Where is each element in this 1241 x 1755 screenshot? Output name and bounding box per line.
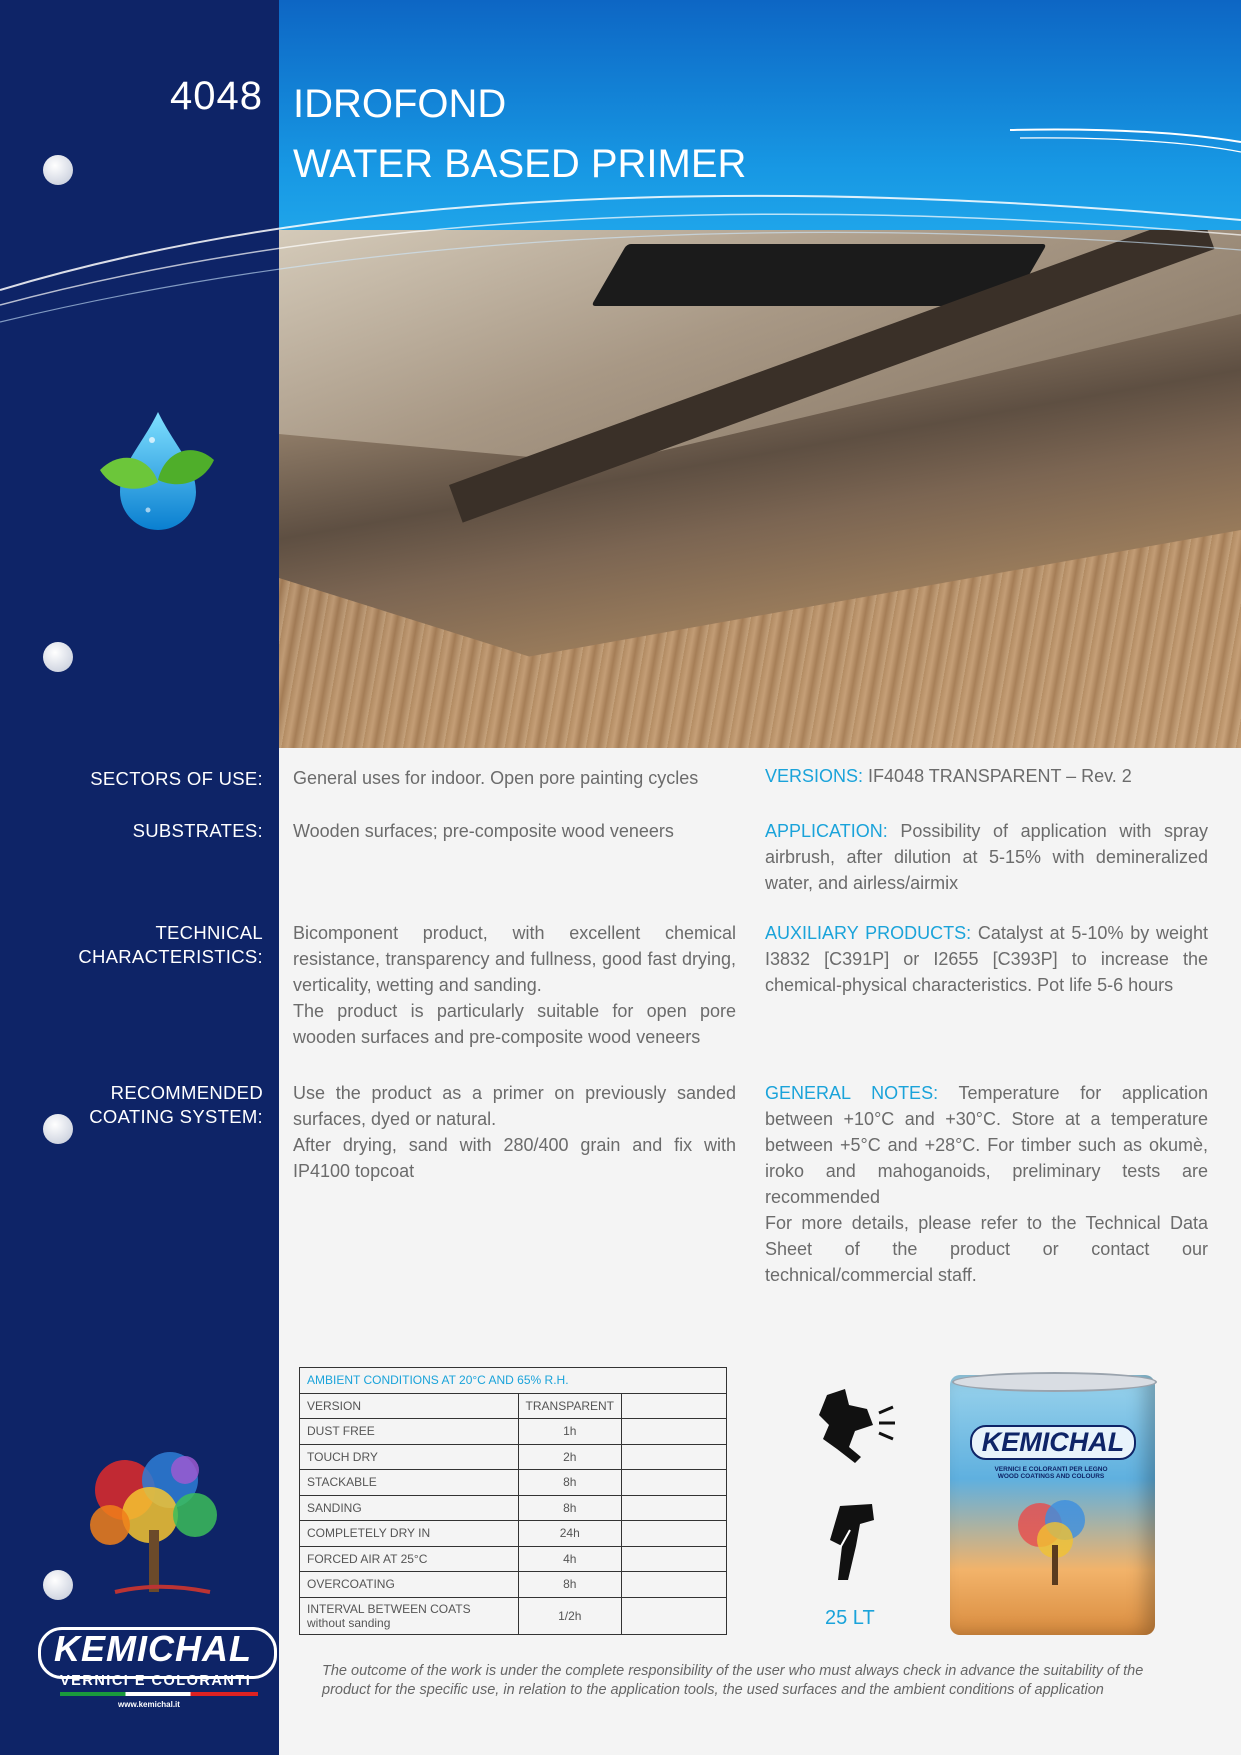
header-transparent: TRANSPARENT (518, 1393, 621, 1419)
table-row (300, 1521, 727, 1547)
water-drop-leaf-icon (92, 410, 222, 535)
can-brand: KEMICHAL (970, 1425, 1136, 1460)
italian-flag-stripe (60, 1692, 258, 1696)
coating-label-line2: COATING SYSTEM: (89, 1106, 263, 1127)
title-line1: IDROFOND (293, 82, 507, 126)
binder-dot (43, 1570, 73, 1600)
kemichal-url: www.kemichal.it (118, 1700, 180, 1709)
header-empty (622, 1393, 727, 1419)
row-label: TOUCH DRY (300, 1444, 519, 1470)
interval-label-line1: INTERVAL BETWEEN COATS (307, 1601, 471, 1616)
notes-value: Temperature for application between +10°C and +30°C. Store at a temperature between +5°C and +28°C. For timber such as okumè, iroko and mahoganoids, preliminary tests are recommended (765, 1083, 1208, 1207)
technical-label-line1: TECHNICAL (155, 922, 263, 943)
coating-label (89, 1081, 263, 1129)
spray-gun-icon (815, 1385, 900, 1470)
kemichal-tagline: VERNICI E COLORANTI (60, 1673, 252, 1689)
row-value: 8h (518, 1572, 621, 1598)
can-subtitle (965, 1466, 1137, 1480)
sectors-text: General uses for indoor. Open pore painting cycles (293, 768, 699, 788)
binder-dot (43, 155, 73, 185)
auxiliary-text (765, 920, 1208, 998)
can-subtitle-line1: VERNICI E COLORANTI PER LEGNO (994, 1466, 1108, 1473)
technical-label-line2: CHARACTERISTICS: (78, 946, 263, 967)
table-row (300, 1597, 727, 1634)
interval-label-line2: without sanding (307, 1615, 391, 1630)
row-label: DUST FREE (300, 1419, 519, 1445)
table-row (300, 1572, 727, 1598)
table-row (300, 1444, 727, 1470)
notes-text (765, 1080, 1208, 1210)
table-row (300, 1470, 727, 1496)
can-subtitle-line2: WOOD COATINGS AND COLOURS (997, 1473, 1105, 1480)
binder-dot (43, 1114, 73, 1144)
auxiliary-label: AUXILIARY PRODUCTS: (765, 923, 972, 943)
kemichal-wordmark: KEMICHAL (54, 1628, 252, 1669)
versions-text (765, 763, 1210, 789)
row-value: 2h (518, 1444, 621, 1470)
coating-text (293, 1080, 736, 1184)
row-label (300, 1597, 519, 1634)
details-text: For more details, please refer to the Technical Data Sheet of the product or contact our technical/commercial staff. (765, 1213, 1208, 1285)
binder-dot (43, 642, 73, 672)
coating-text-p2: After drying, sand with 280/400 grain and fix with IP4100 topcoat (293, 1135, 736, 1181)
paint-tree-icon (75, 1440, 235, 1600)
versions-label: VERSIONS: (765, 766, 864, 786)
substrates-label: SUBSTRATES: (132, 820, 263, 841)
auxiliary-value: Catalyst at 5-10% by weight I3832 [C391P] or I2655 [C393P] to increase the chemical-physical characteristics. Pot life 5-6 hours (765, 923, 1208, 995)
row-value: 24h (518, 1521, 621, 1547)
row-label: SANDING (300, 1495, 519, 1521)
row-label: OVERCOATING (300, 1572, 519, 1598)
row-value: 1h (518, 1419, 621, 1445)
versions-value: IF4048 TRANSPARENT – Rev. 2 (868, 766, 1132, 786)
row-value: 8h (518, 1495, 621, 1521)
row-label: FORCED AIR AT 25°C (300, 1546, 519, 1572)
technical-text (293, 920, 736, 1050)
table-row (300, 1495, 727, 1521)
disclaimer: The outcome of the work is under the complete responsibility of the user who must always check in advance the suitability of the product for the specific use, in relation to the application tools, the used surfaces and the ambient conditions of application (322, 1663, 1144, 1698)
can-tree-illustration (1000, 1490, 1110, 1590)
product-code: 4048 (170, 74, 263, 118)
application-label: APPLICATION: (765, 821, 888, 841)
technical-label (78, 921, 263, 969)
coating-label-line1: RECOMMENDED (110, 1082, 263, 1103)
ambient-conditions-table (299, 1367, 727, 1635)
row-value: 8h (518, 1470, 621, 1496)
sectors-label: SECTORS OF USE: (90, 768, 263, 789)
substrates-text: Wooden surfaces; pre-composite wood veneers (293, 821, 674, 841)
table-title-row (300, 1368, 727, 1394)
page-title (293, 74, 746, 194)
table-title: AMBIENT CONDITIONS AT 20°C AND 65% R.H. (300, 1368, 727, 1394)
technical-text-p2: The product is particularly suitable for open pore wooden surfaces and pre-composite wood veneers (293, 1001, 736, 1047)
notes-label: GENERAL NOTES: (765, 1083, 939, 1103)
coating-text-p1: Use the product as a primer on previously sanded surfaces, dyed or natural. (293, 1083, 736, 1129)
technical-text-p1: Bicomponent product, with excellent chemical resistance, transparency and fullness, good fast drying, verticality, wetting and sanding. (293, 923, 736, 995)
row-label: STACKABLE (300, 1470, 519, 1496)
row-label: COMPLETELY DRY IN (300, 1521, 519, 1547)
table-row (300, 1419, 727, 1445)
header-version: VERSION (300, 1393, 519, 1419)
airless-gun-icon (820, 1500, 880, 1585)
table-header-row (300, 1393, 727, 1419)
paint-can-lid (952, 1372, 1157, 1392)
title-line2: WATER BASED PRIMER (293, 142, 747, 186)
can-volume: 25 LT (825, 1607, 875, 1629)
table-row (300, 1546, 727, 1572)
application-value: Possibility of application with spray airbrush, after dilution at 5-15% with demineralized water, and airless/airmix (765, 821, 1208, 893)
application-text (765, 818, 1208, 896)
row-value: 1/2h (518, 1597, 621, 1634)
row-value: 4h (518, 1546, 621, 1572)
